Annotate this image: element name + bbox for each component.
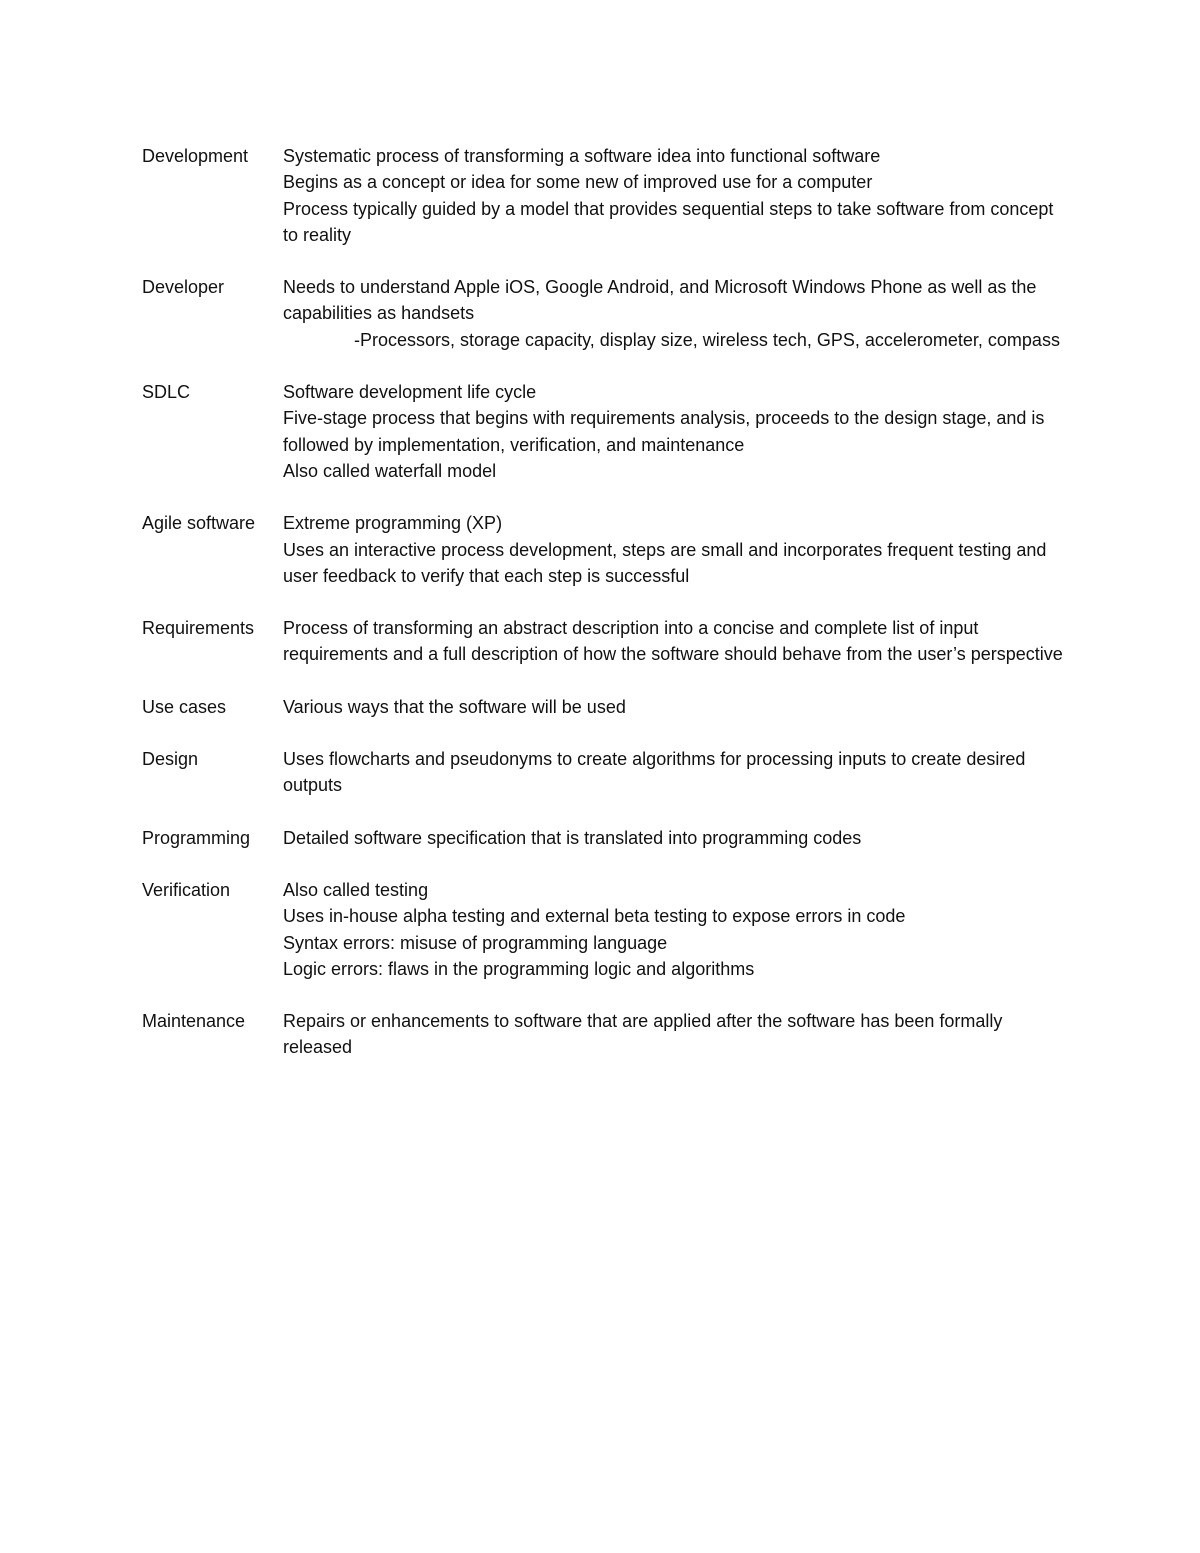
glossary-entry-verification xyxy=(142,877,1072,982)
definition-line: Begins as a concept or idea for some new of improved use for a computer xyxy=(283,172,873,193)
glossary-entry-sdlc xyxy=(142,379,1072,484)
definition-line: Software development life cycle xyxy=(283,382,537,403)
definition xyxy=(283,274,1072,353)
definition-line: Also called waterfall model xyxy=(283,460,497,481)
definition-line: Uses an interactive process development, steps are small and incorporates frequent testing and user feedback to verify that each step is successful xyxy=(283,539,1047,586)
definition-line: Also called testing xyxy=(283,879,429,900)
glossary-list xyxy=(142,143,1072,1087)
definition-line: Extreme programming (XP) xyxy=(283,513,503,534)
term: Use cases xyxy=(142,696,227,717)
definition-line: Repairs or enhancements to software that are applied after the software has been formally released xyxy=(283,1011,1003,1058)
definition xyxy=(283,746,1072,799)
definition xyxy=(283,510,1072,589)
definition-line: Needs to understand Apple iOS, Google Android, and Microsoft Windows Phone as well as the capabilities as handsets xyxy=(283,277,1037,324)
definition xyxy=(283,379,1072,484)
term: Requirements xyxy=(142,618,255,639)
definition-line: Systematic process of transforming a software idea into functional software xyxy=(283,146,881,166)
term: Programming xyxy=(142,827,251,848)
glossary-entry-programming xyxy=(142,825,1072,851)
definition-line: Various ways that the software will be used xyxy=(283,696,626,717)
definition xyxy=(283,694,1072,720)
definition xyxy=(283,143,1072,248)
glossary-entry-agile-software xyxy=(142,510,1072,589)
definition xyxy=(283,825,1072,851)
glossary-entry-requirements xyxy=(142,615,1072,668)
definition-line: Uses in-house alpha testing and external beta testing to expose errors in code xyxy=(283,906,906,927)
definition-line: Logic errors: flaws in the programming logic and algorithms xyxy=(283,958,755,979)
term: Agile software xyxy=(142,513,256,534)
glossary-entry-use-cases xyxy=(142,694,1072,720)
term: Development xyxy=(142,146,249,166)
term: Verification xyxy=(142,879,231,900)
term: Design xyxy=(142,749,199,770)
glossary-entry-design xyxy=(142,746,1072,799)
term: Developer xyxy=(142,277,225,298)
definition-line: Process of transforming an abstract description into a concise and complete list of input requirements and a full description of how the software should behave from the user’s perspective xyxy=(283,618,1063,665)
definition-line: Five-stage process that begins with requirements analysis, proceeds to the design stage, and is followed by implementation, verification, and maintenance xyxy=(283,408,1045,455)
definition-line: Uses flowcharts and pseudonyms to create algorithms for processing inputs to create desired outputs xyxy=(283,749,1026,796)
glossary-entry-development xyxy=(142,143,1072,248)
definition xyxy=(283,877,1072,982)
term: SDLC xyxy=(142,382,191,403)
definition xyxy=(283,1008,1072,1061)
glossary-entry-maintenance xyxy=(142,1008,1072,1061)
definition-line: Detailed software specification that is translated into programming codes xyxy=(283,827,862,848)
definition-sub-line: -Processors, storage capacity, display size, wireless tech, GPS, accelerometer, compass xyxy=(354,329,1060,350)
definition-line: Syntax errors: misuse of programming language xyxy=(283,932,668,953)
definition xyxy=(283,615,1072,668)
term: Maintenance xyxy=(142,1011,246,1032)
glossary-entry-developer xyxy=(142,274,1072,353)
definition-line: Process typically guided by a model that provides sequential steps to take software from concept to reality xyxy=(283,198,1054,245)
